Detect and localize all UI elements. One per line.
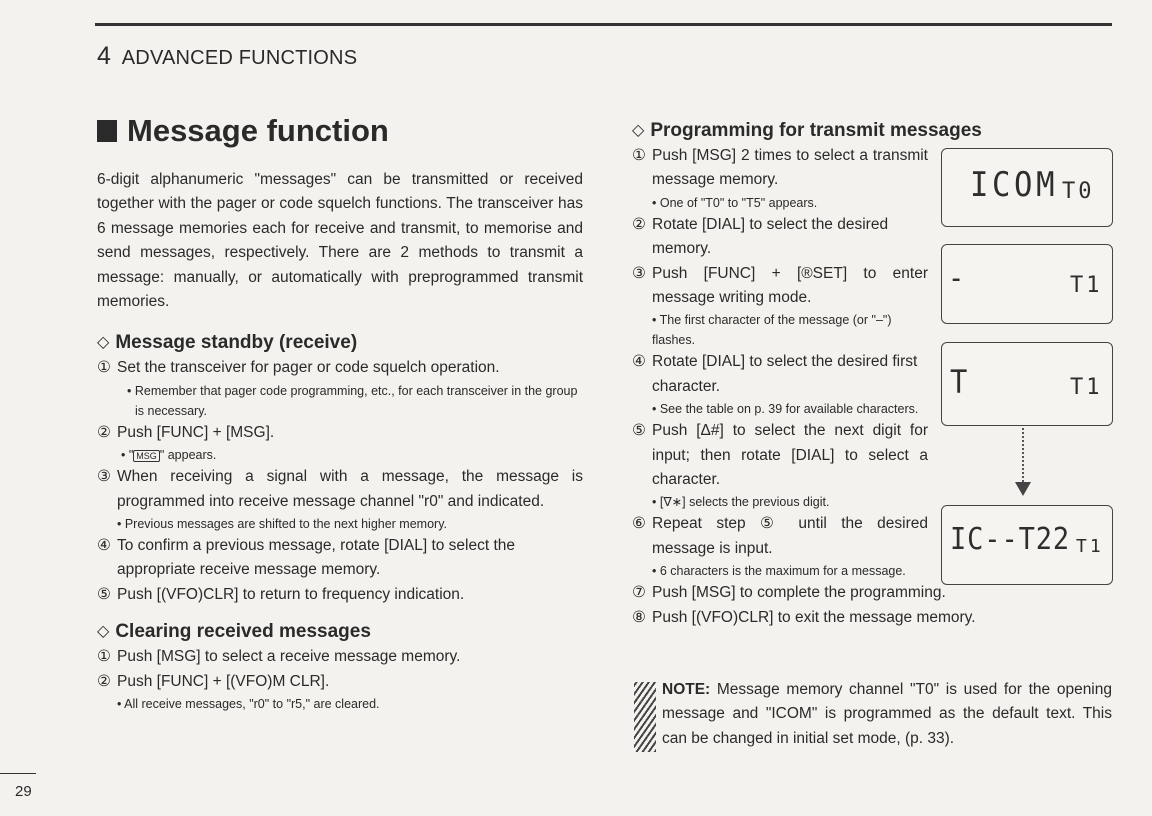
step-number: ⑤ [632, 422, 646, 440]
list-item [632, 213, 928, 262]
step-text: Push [MSG] to select a receive message memory. [117, 648, 461, 666]
list-item [97, 534, 583, 583]
step-number: ③ [97, 468, 111, 486]
step-note: • One of "T0" to "T5" appears. [652, 195, 818, 210]
step-note [97, 445, 583, 465]
diamond-icon: ◇ [632, 122, 645, 139]
standby-heading [97, 330, 583, 356]
note-text [662, 678, 1112, 752]
step-note: • 6 characters is the maximum for a message. [652, 564, 906, 579]
step-text: Push [MSG] to complete the programming. [652, 584, 946, 602]
programming-steps [632, 144, 928, 561]
step-number: ② [97, 672, 111, 690]
list-item [632, 262, 928, 311]
lcd-display [941, 148, 1113, 227]
programming-heading-text: Programming for transmit messages [650, 120, 982, 141]
step-text: Push [(VFO)CLR] to exit the message memory. [652, 608, 976, 626]
step-number: ① [97, 359, 111, 377]
step-number: ⑥ [632, 515, 646, 533]
square-bullet-icon [97, 120, 117, 142]
page-number: 29 [15, 783, 32, 800]
step-note-prefix: • " [121, 448, 134, 463]
list-item [97, 421, 583, 445]
lcd-main-text: - [948, 261, 968, 296]
diamond-icon: ◇ [97, 334, 110, 352]
step-text: Rotate [DIAL] to select the desired memory. [652, 215, 889, 258]
list-item [97, 670, 583, 694]
note-body: Message memory channel "T0" is used for the opening message and "ICOM" is programmed as the default text. This can be changed in initial set mode, (p. 33). [662, 681, 1112, 747]
step-number: ⑤ [97, 585, 111, 603]
list-item [97, 645, 583, 669]
chapter-number: 4 [97, 42, 112, 70]
list-item [97, 583, 583, 607]
lcd-main-text: IC--T22 [950, 522, 1071, 557]
step-text: Push [MSG] 2 times to select a transmit message memory. [652, 147, 928, 189]
step-number: ⑧ [632, 608, 646, 626]
step-text: Rotate [DIAL] to select the desired first character. [652, 353, 918, 395]
list-item [97, 465, 583, 514]
diamond-icon: ◇ [97, 623, 110, 641]
flow-dotted-line [1022, 428, 1024, 486]
lcd-channel-text: T0 [1062, 179, 1095, 204]
lcd-display [941, 342, 1113, 426]
step-note: • All receive messages, "r0" to "r5," are cleared. [117, 697, 380, 712]
lcd-display [941, 244, 1113, 324]
lcd-main-text: ICOM [970, 165, 1059, 205]
step-text: Set the transceiver for pager or code squelch operation. [117, 359, 500, 377]
standby-heading-text: Message standby (receive) [115, 332, 358, 354]
step-note: • See the table on p. 39 for available characters. [652, 402, 919, 417]
step-number: ⑦ [632, 584, 646, 602]
intro-paragraph: 6-digit alphanumeric "messages" can be transmitted or received together with the pager or code squelch functions. The transceiver has 6 message memories each for receive and transmit, to memorise and send messages, respectively. There are 2 methods to transmit a message: manually, or automatically with preprogrammed transmit memories. [97, 171, 583, 311]
lcd-display [941, 505, 1113, 585]
step-number: ② [632, 215, 646, 233]
step-number: ① [97, 648, 111, 666]
msg-indicator-icon: MSG [133, 450, 160, 462]
page-title-text: Message function [127, 113, 389, 148]
list-item [632, 606, 1112, 630]
step-note-suffix: " appears. [159, 448, 217, 463]
note-label: NOTE: [662, 681, 711, 698]
step-text: Repeat step ⑤ until the desired message is input. [652, 515, 928, 557]
note-hatch-icon [634, 682, 656, 752]
arrow-down-icon [1015, 482, 1031, 496]
list-item [632, 144, 928, 193]
step-note: • The first character of the message (or "–") flashes. [652, 313, 892, 348]
clearing-heading [97, 619, 583, 645]
page-title [97, 113, 389, 149]
lcd-channel-text: T1 [1070, 273, 1103, 298]
list-item [632, 419, 928, 492]
step-text: Push [(VFO)CLR] to return to frequency indication. [117, 585, 465, 603]
step-note: • [∇∗] selects the previous digit. [652, 495, 830, 510]
lcd-main-text: T [950, 363, 971, 401]
lcd-channel-text: T1 [1076, 536, 1104, 557]
chapter-title: ADVANCED FUNCTIONS [121, 47, 358, 69]
step-text: Push [FUNC] + [®SET] to enter message writing mode. [652, 264, 928, 307]
left-column [97, 168, 583, 714]
step-text: When receiving a signal with a message, the message is programmed into receive message channel "r0" and indicated. [117, 468, 583, 510]
list-item [632, 350, 928, 399]
chapter-header [97, 42, 357, 71]
step-note: • Remember that pager code programming, etc., for each transceiver in the group is necessary. [127, 383, 578, 418]
note-box [634, 678, 1112, 752]
list-item [632, 512, 928, 561]
step-text: Push [FUNC] + [(VFO)M CLR]. [117, 672, 330, 690]
step-text: Push [FUNC] + [MSG]. [117, 423, 275, 441]
programming-heading [632, 118, 1112, 144]
list-item [97, 356, 583, 380]
step-number: ③ [632, 264, 646, 282]
lcd-channel-text: T1 [1070, 375, 1103, 400]
step-text: Push [Δ#] to select the next digit for input; then rotate [DIAL] to select a character. [652, 422, 928, 489]
step-number: ④ [97, 537, 111, 555]
clearing-heading-text: Clearing received messages [115, 621, 371, 643]
step-text: To confirm a previous message, rotate [DIAL] to select the appropriate receive message memory. [117, 537, 516, 579]
step-number: ② [97, 423, 111, 441]
step-number: ① [632, 147, 646, 164]
step-number: ④ [632, 353, 646, 371]
step-note: • Previous messages are shifted to the next higher memory. [117, 517, 447, 532]
header-rule [95, 23, 1112, 26]
